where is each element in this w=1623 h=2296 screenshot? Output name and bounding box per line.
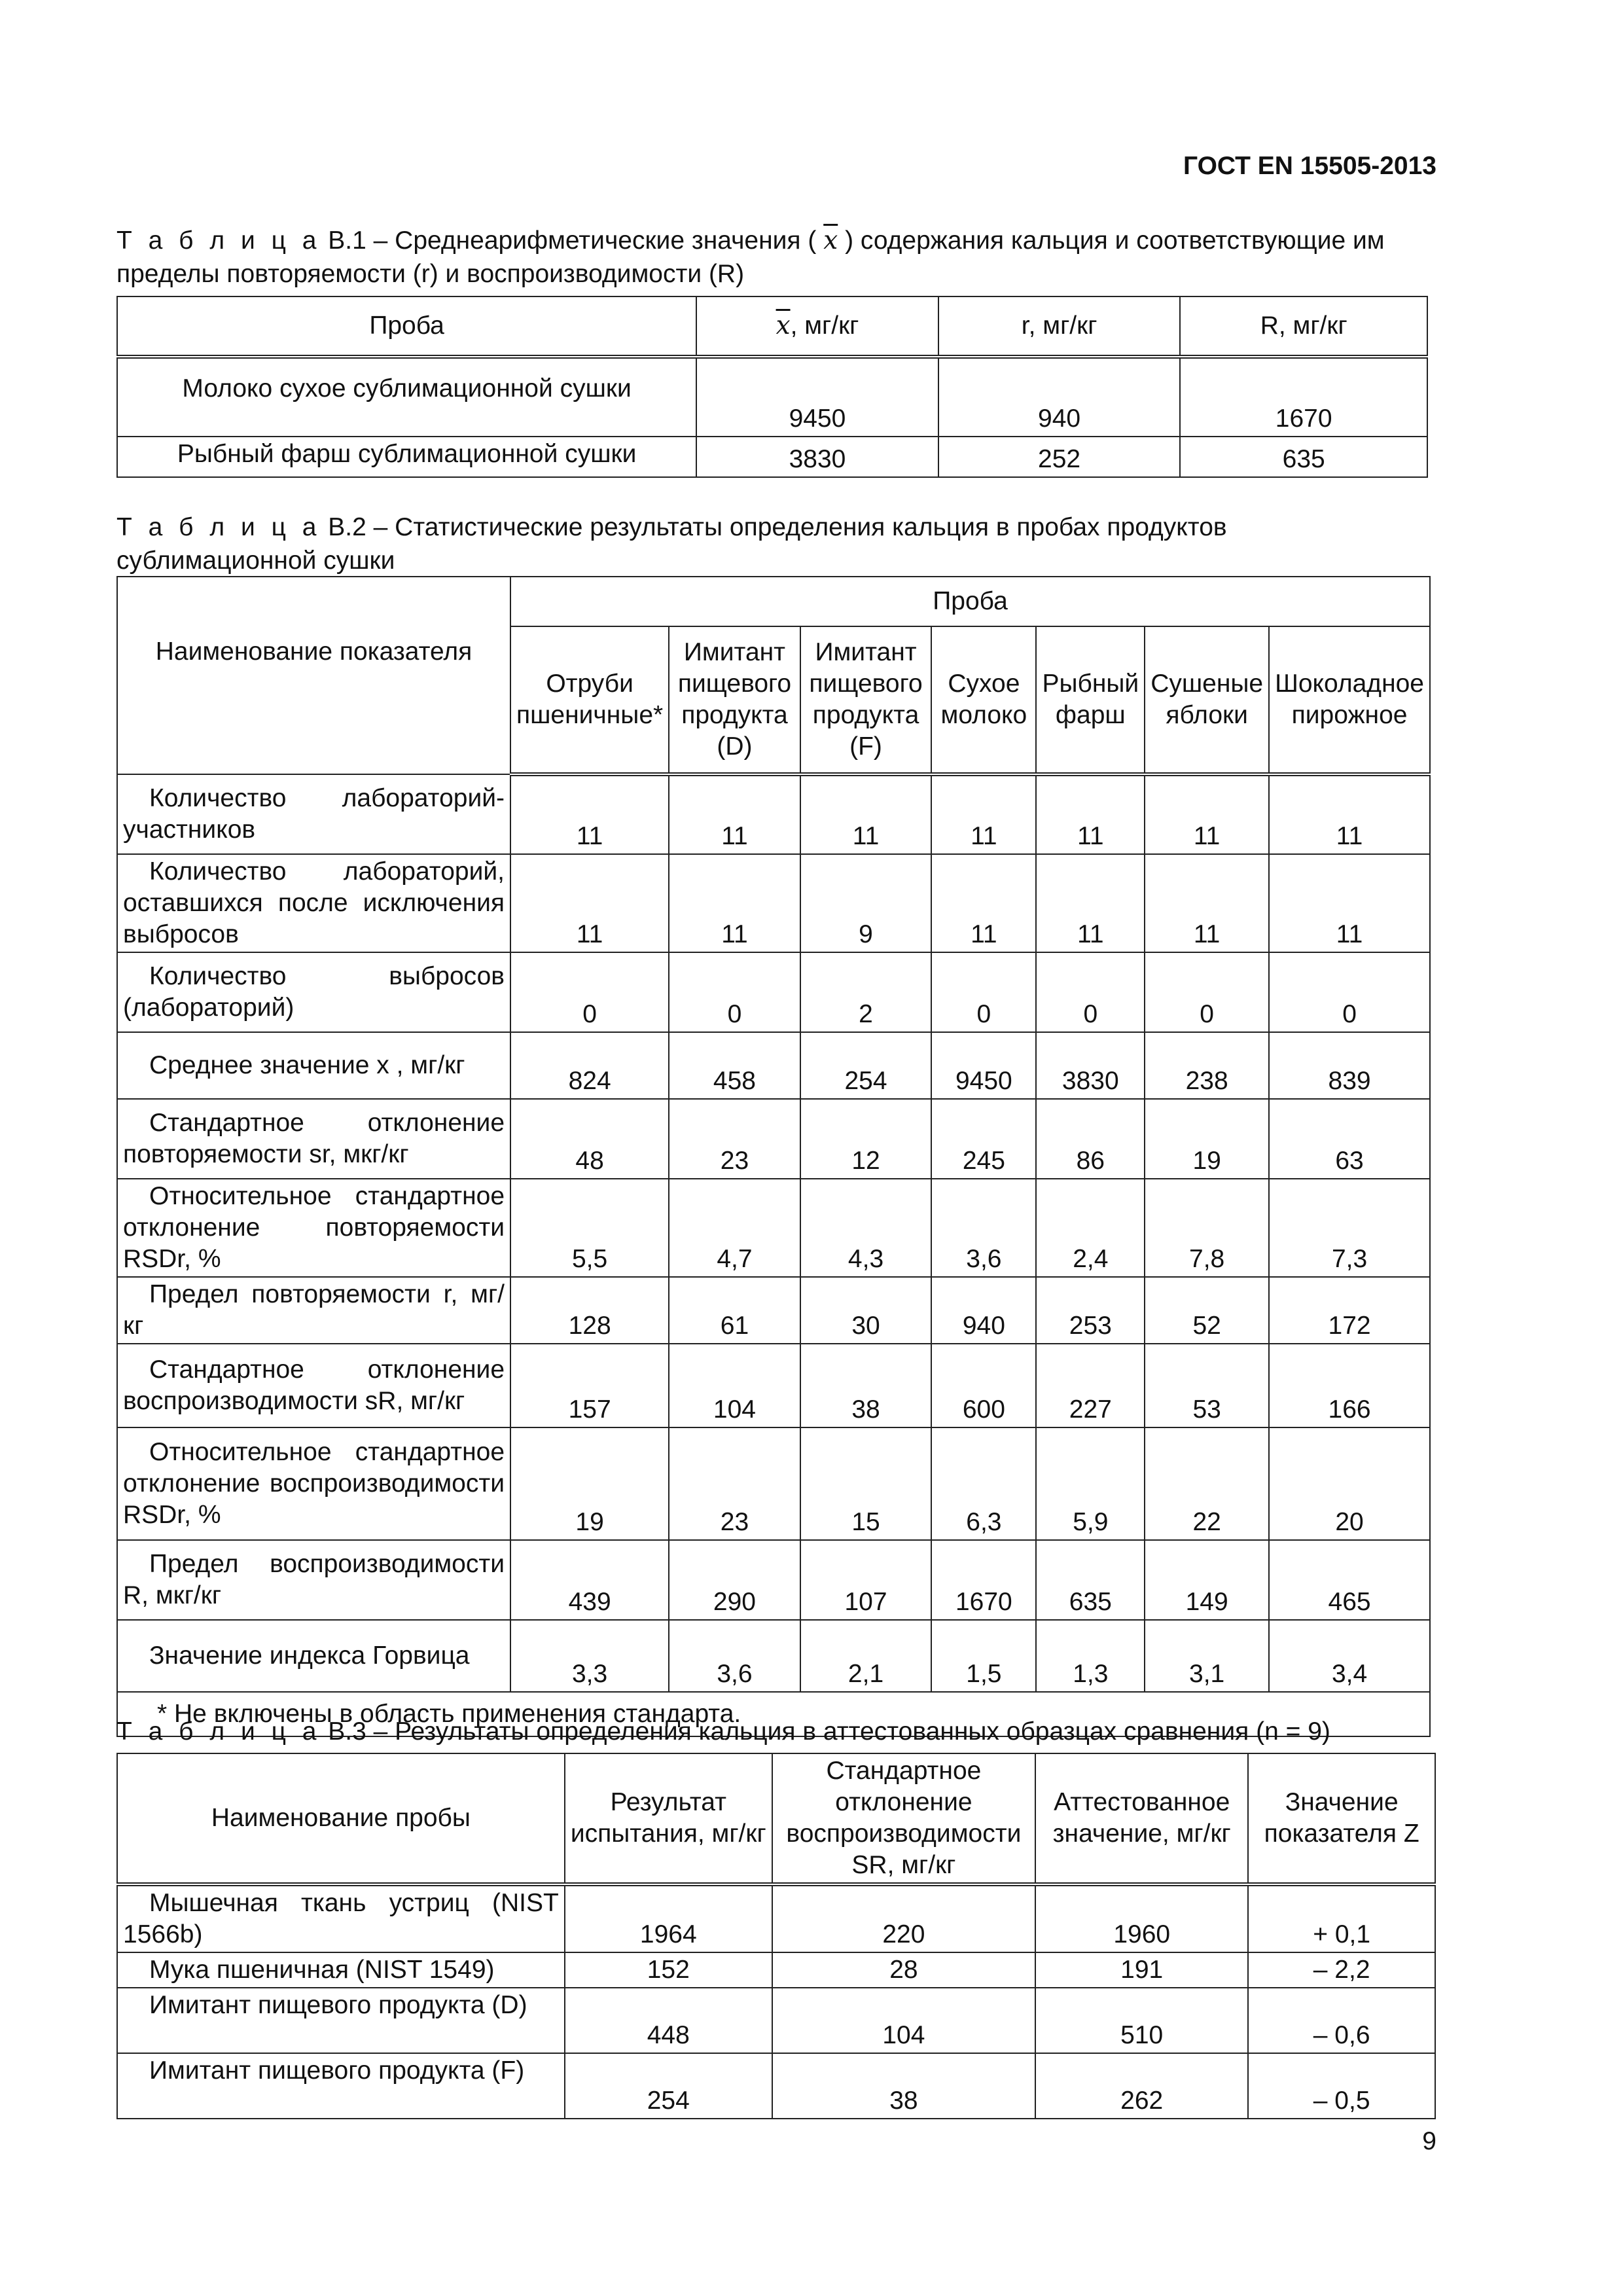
table2-cell: 0: [1269, 952, 1430, 1032]
table2-cell: 238: [1145, 1032, 1269, 1099]
table2-cell: 3,3: [510, 1620, 669, 1692]
table2-cell: 439: [510, 1540, 669, 1620]
table2-row-name: Предел воспроизводимости R, мкг/кг: [117, 1540, 510, 1620]
table2-cell: 157: [510, 1344, 669, 1427]
table2-cell: 48: [510, 1099, 669, 1179]
table3-row-name: Имитант пищевого продукта (F): [117, 2053, 565, 2119]
table2-cell: 11: [669, 774, 800, 854]
table2-cell: 12: [800, 1099, 932, 1179]
page-number: 9: [1422, 2127, 1436, 2155]
table1-header-xbar-symbol: $\overline{x}$: [776, 311, 791, 340]
table2-cell: 149: [1145, 1540, 1269, 1620]
table3-cell: 1964: [565, 1884, 772, 1952]
table2-cell: 30: [800, 1277, 932, 1344]
table2-cell: 458: [669, 1032, 800, 1099]
table-row: [117, 437, 1427, 477]
table2-col-header: Сушеные яблоки: [1145, 626, 1269, 774]
table-row: [117, 1179, 1430, 1277]
table2-cell: 839: [1269, 1032, 1430, 1099]
table3-cell: – 0,6: [1248, 1988, 1435, 2053]
table2-cell: 3,4: [1269, 1620, 1430, 1692]
table3-row-name: Имитант пищевого продукта (D): [117, 1988, 565, 2053]
table-row: [117, 1540, 1430, 1620]
table1-header-xbar-unit: , мг/кг: [790, 312, 859, 340]
table2-cell: 635: [1036, 1540, 1145, 1620]
table-row: [117, 1427, 1430, 1540]
table-row: [117, 1988, 1435, 2053]
table2-cell: 11: [1036, 854, 1145, 952]
table-row: [117, 854, 1430, 952]
table3-caption-text: В.3 – Результаты определения кальция в аттестованных образцах сравнения (n = 9): [328, 1717, 1330, 1746]
table2-cell: 11: [800, 774, 932, 854]
table2-cell: 52: [1145, 1277, 1269, 1344]
table2-cell: 5,9: [1036, 1427, 1145, 1540]
table2-cell: 0: [510, 952, 669, 1032]
table2-caption-text: В.2 – Статистические результаты определения кальция в пробах продуктов сублимационной сушки: [116, 513, 1227, 575]
table2-cell: 4,3: [800, 1179, 932, 1277]
table2-row-name: Стандартное отклонение повторяемости sr, мкг/кг: [117, 1099, 510, 1179]
table-row: [117, 1952, 1435, 1988]
table2-row-name: Значение индекса Горвица: [117, 1620, 510, 1692]
table3-col-header: Наименование пробы: [117, 1753, 565, 1884]
table2-cell: 9450: [931, 1032, 1036, 1099]
table2-cell: 11: [1036, 774, 1145, 854]
table1-cell: 635: [1180, 437, 1427, 477]
table2-cell: 253: [1036, 1277, 1145, 1344]
table2-row-name: Относительное стандартное отклонение повторяемости RSDr, %: [117, 1179, 510, 1277]
table2-cell: 19: [510, 1427, 669, 1540]
table2-cell: 3,6: [669, 1620, 800, 1692]
table2-cell: 227: [1036, 1344, 1145, 1427]
table1-cell: 1670: [1180, 357, 1427, 437]
table3-cell: 220: [772, 1884, 1035, 1952]
table-row: [117, 1099, 1430, 1179]
table2-cell: 3,6: [931, 1179, 1036, 1277]
table2-cell: 7,8: [1145, 1179, 1269, 1277]
table2-cell: 5,5: [510, 1179, 669, 1277]
table2-cell: 254: [800, 1032, 932, 1099]
table2-cell: 1670: [931, 1540, 1036, 1620]
table3-header-row: [117, 1753, 1435, 1884]
table2-cell: 3,1: [1145, 1620, 1269, 1692]
table3-col-header: Результат испытания, мг/кг: [565, 1753, 772, 1884]
table2-cell: 128: [510, 1277, 669, 1344]
table3-cell: 191: [1035, 1952, 1248, 1988]
table3-col-header: Стандартное отклонение воспроизводимости SR, мг/кг: [772, 1753, 1035, 1884]
table2-cell: 0: [669, 952, 800, 1032]
table2-cell: 824: [510, 1032, 669, 1099]
table1-caption-label: Т а б л и ц а: [116, 226, 321, 255]
table-row: [117, 774, 1430, 854]
table3-cell: 152: [565, 1952, 772, 1988]
table2-col-header: Имитант пищевого продукта (D): [669, 626, 800, 774]
table3-row-name: Мышечная ткань устриц (NIST 1566b): [117, 1884, 565, 1952]
table2-cell: 7,3: [1269, 1179, 1430, 1277]
table2-cell: 9: [800, 854, 932, 952]
table2-cell: 290: [669, 1540, 800, 1620]
table2-cell: 23: [669, 1427, 800, 1540]
table2-cell: 11: [1269, 854, 1430, 952]
table2-col-header: Имитант пищевого продукта (F): [800, 626, 932, 774]
table2-header-row-1: [117, 577, 1430, 626]
table2-cell: 11: [931, 774, 1036, 854]
table3-caption: [116, 1715, 1427, 1748]
table2-cell: 465: [1269, 1540, 1430, 1620]
table-row: [117, 2053, 1435, 2119]
table2-cell: 22: [1145, 1427, 1269, 1540]
table2-cell: 107: [800, 1540, 932, 1620]
table3-cell: – 0,5: [1248, 2053, 1435, 2119]
table3-cell: 262: [1035, 2053, 1248, 2119]
table2-cell: 104: [669, 1344, 800, 1427]
table2-col-header: Рыбный фарш: [1036, 626, 1145, 774]
table2-cell: 61: [669, 1277, 800, 1344]
table2-cell: 19: [1145, 1099, 1269, 1179]
table2-header-indicator: Наименование показателя: [117, 577, 510, 774]
table2-cell: 2,1: [800, 1620, 932, 1692]
table2-cell: 11: [1145, 774, 1269, 854]
table2-cell: 2: [800, 952, 932, 1032]
table2-cell: 172: [1269, 1277, 1430, 1344]
table3-caption-label: Т а б л и ц а: [116, 1717, 321, 1746]
table3-cell: 28: [772, 1952, 1035, 1988]
table1-cell: 9450: [696, 357, 938, 437]
table1-caption-text: В.1 – Среднеарифметические значения (: [328, 226, 817, 255]
table2-cell: 11: [669, 854, 800, 952]
table2-row-name: Количество выбросов (лабораторий): [117, 952, 510, 1032]
table2-cell: 166: [1269, 1344, 1430, 1427]
table3-body: [117, 1884, 1435, 2119]
table2-row-name: Относительное стандартное отклонение воспроизводимости RSDr, %: [117, 1427, 510, 1540]
table1-cell: 252: [938, 437, 1181, 477]
table2-cell: 20: [1269, 1427, 1430, 1540]
table2-caption-label: Т а б л и ц а: [116, 513, 321, 541]
table3-cell: 38: [772, 2053, 1035, 2119]
table3-cell: 1960: [1035, 1884, 1248, 1952]
table2-cell: 2,4: [1036, 1179, 1145, 1277]
table2-cell: 0: [1145, 952, 1269, 1032]
table2-cell: 11: [931, 854, 1036, 952]
table1-row-name: Рыбный фарш сублимационной сушки: [117, 437, 696, 477]
table2-col-header: Сухое молоко: [931, 626, 1036, 774]
table2-cell: 4,7: [669, 1179, 800, 1277]
table2-row-name: Количество лабораторий-участников: [117, 774, 510, 854]
table-b2: [116, 576, 1431, 1737]
table2-cell: 86: [1036, 1099, 1145, 1179]
table-row: [117, 1344, 1430, 1427]
table2-row-name: Стандартное отклонение воспроизводимости sR, мг/кг: [117, 1344, 510, 1427]
table2-cell: 11: [1269, 774, 1430, 854]
table2-cell: 0: [931, 952, 1036, 1032]
table2-cell: 63: [1269, 1099, 1430, 1179]
table2-col-header: Отруби пшеничные*: [510, 626, 669, 774]
table2-cell: 23: [669, 1099, 800, 1179]
table2-cell: 11: [1145, 854, 1269, 952]
table2-cell: 600: [931, 1344, 1036, 1427]
table2-row-name: Количество лабораторий, оставшихся после исключения выбросов: [117, 854, 510, 952]
table-row: [117, 357, 1427, 437]
table-row: [117, 1884, 1435, 1952]
table3-cell: – 2,2: [1248, 1952, 1435, 1988]
table2-header-sample: Проба: [510, 577, 1430, 626]
table-b3: [116, 1753, 1436, 2119]
document-code: ГОСТ EN 15505-2013: [1183, 152, 1436, 180]
table2-col-header: Шоколадное пирожное: [1269, 626, 1430, 774]
table2-cell: 1,5: [931, 1620, 1036, 1692]
table2-cell: 3830: [1036, 1032, 1145, 1099]
table2-row-name: Среднее значение x , мг/кг: [117, 1032, 510, 1099]
table2-cell: 0: [1036, 952, 1145, 1032]
table2-body: [117, 774, 1430, 1692]
table-row: [117, 1277, 1430, 1344]
table1-cell: 3830: [696, 437, 938, 477]
table3-cell: 104: [772, 1988, 1035, 2053]
table2-cell: 245: [931, 1099, 1036, 1179]
table1-header-r: r, мг/кг: [938, 296, 1181, 357]
table2-row-name: Предел повторяемости r, мг/кг: [117, 1277, 510, 1344]
table3-row-name: Мука пшеничная (NIST 1549): [117, 1952, 565, 1988]
table3-cell: 448: [565, 1988, 772, 2053]
table2-cell: 1,3: [1036, 1620, 1145, 1692]
table1-cell: 940: [938, 357, 1181, 437]
table2-cell: 6,3: [931, 1427, 1036, 1540]
table-b1: [116, 296, 1428, 478]
table-row: [117, 1620, 1430, 1692]
table2-cell: 53: [1145, 1344, 1269, 1427]
table2-cell: 38: [800, 1344, 932, 1427]
table3-col-header: Значение показателя Z: [1248, 1753, 1435, 1884]
table1-header-xbar: [696, 296, 938, 357]
table2-cell: 940: [931, 1277, 1036, 1344]
table1-header-row: [117, 296, 1427, 357]
table1-caption-text2: ) содержания кальция и соответствующие им пределы повторяемости (r) и воспроизводимости (R): [116, 226, 1385, 288]
table1-caption: [116, 224, 1427, 291]
table1-header-R: R, мг/кг: [1180, 296, 1427, 357]
table3-cell: 254: [565, 2053, 772, 2119]
table-row: [117, 1032, 1430, 1099]
table2-cell: 11: [510, 774, 669, 854]
table2-cell: 11: [510, 854, 669, 952]
table-row: [117, 952, 1430, 1032]
table1-caption-symbol: $\overline{x}$: [823, 226, 838, 255]
table2-footnote: * Не включены в область применения стандарта.: [117, 1692, 1430, 1736]
table2-caption: [116, 511, 1427, 577]
table3-cell: + 0,1: [1248, 1884, 1435, 1952]
table1-header-sample: Проба: [117, 296, 696, 357]
table1-row-name: Молоко сухое сублимационной сушки: [117, 357, 696, 437]
table2-cell: 15: [800, 1427, 932, 1540]
table3-cell: 510: [1035, 1988, 1248, 2053]
table3-col-header: Аттестованное значение, мг/кг: [1035, 1753, 1248, 1884]
